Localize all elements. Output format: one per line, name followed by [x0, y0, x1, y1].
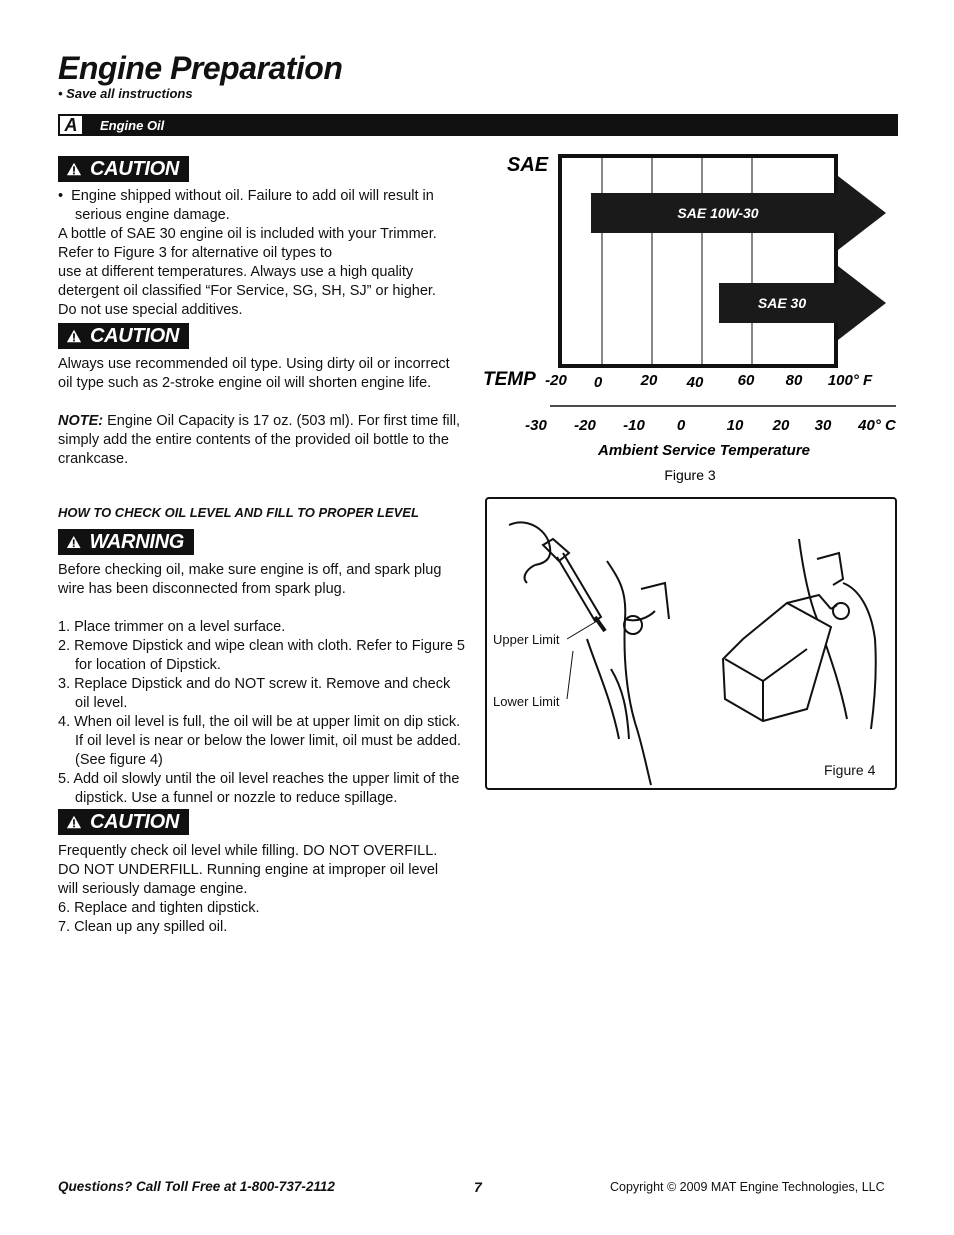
- figure3-caption: Figure 3: [664, 467, 716, 483]
- oil-bottle-engine-drawing: [723, 539, 876, 729]
- figure4-box: [485, 497, 897, 790]
- temp-label: TEMP: [483, 369, 536, 390]
- dipstick-tip: [595, 617, 605, 631]
- caution1-line: Do not use special additives.: [58, 302, 243, 318]
- c-tick-label: -20: [574, 417, 596, 434]
- section-label: Engine Oil: [100, 118, 165, 133]
- figure4-caption: Figure 4: [824, 762, 876, 778]
- warning-triangle-icon: [66, 161, 82, 177]
- warning-text: [58, 561, 468, 808]
- caution1-line: Refer to Figure 3 for alternative oil types to: [58, 245, 333, 261]
- fahrenheit-ticks: [545, 372, 873, 391]
- f-tick-label: 40: [686, 374, 704, 391]
- footer-phone: Questions? Call Toll Free at 1-800-737-2112: [58, 1179, 335, 1194]
- upper-limit-pointer: [567, 621, 597, 639]
- page-title: Engine Preparation: [58, 50, 343, 86]
- note-label: NOTE:: [58, 413, 104, 429]
- f-tick-label: 20: [640, 372, 658, 389]
- c-tick-label: -30: [525, 417, 547, 434]
- f-tick-label: 0: [593, 374, 603, 391]
- caution-banner: [58, 809, 189, 835]
- c-tick-label: 40° C: [858, 417, 896, 434]
- step-item: 7. Clean up any spilled oil.: [58, 919, 228, 935]
- step-item: 6. Replace and tighten dipstick.: [58, 900, 260, 916]
- warning-banner: [58, 529, 194, 555]
- how-to-heading: HOW TO CHECK OIL LEVEL AND FILL TO PROPER LEVEL: [58, 505, 419, 520]
- page-subtitle: • Save all instructions: [58, 86, 193, 101]
- chart-frame: [560, 156, 836, 366]
- lower-limit-pointer: [567, 651, 573, 699]
- f-tick-label: 60: [737, 372, 755, 389]
- lower-limit-label: Lower Limit: [493, 694, 560, 709]
- celsius-ticks: [525, 417, 897, 434]
- caution2-text: [58, 355, 466, 469]
- f-tick-label: 100° F: [827, 372, 873, 389]
- warning-triangle-icon: [66, 814, 82, 830]
- dipstick-engine-drawing: [509, 522, 669, 785]
- c-tick-label: 10: [726, 417, 744, 434]
- note-text: Engine Oil Capacity is 17 oz. (503 ml). For first time fill, simply add the entire contents of the provided oil bottle to the crankcase.: [58, 413, 461, 467]
- caution1-line: A bottle of SAE 30 engine oil is included with your Trimmer.: [58, 226, 437, 242]
- caution1-bullet: Engine shipped without oil. Failure to add oil will result in serious engine damage.: [71, 188, 434, 223]
- axis-title: Ambient Service Temperature: [597, 442, 811, 459]
- caution2-body: Always use recommended oil type. Using dirty oil or incorrect oil type such as 2-stroke engine oil will shorten engine life.: [58, 356, 450, 391]
- caution-banner: [58, 156, 189, 182]
- caution1-text: • Engine shipped without oil. Failure to add oil will result in serious engine damage. A bottle of SAE 30 engine oil is included with your Trimmer. Refer to Figure 3 for alternative oil types to use at different temperatures. Always use a high quality detergent oil classified “For Service, SG, SH, SJ” or higher. Do not use special additives.: [58, 187, 468, 320]
- c-tick-label: 0: [676, 417, 686, 434]
- footer-copyright: Copyright © 2009 MAT Engine Technologies, LLC: [610, 1180, 885, 1194]
- chart-bars: [591, 176, 886, 340]
- page-number: 7: [474, 1179, 482, 1195]
- upper-limit-label: Upper Limit: [493, 632, 560, 647]
- caution1-line: use at different temperatures. Always use a high quality: [58, 264, 414, 280]
- warning-triangle-icon: [66, 328, 82, 344]
- step-item: 1. Place trimmer on a level surface.: [58, 619, 286, 635]
- figure3-chart: [478, 148, 900, 488]
- c-tick-label: -10: [623, 417, 645, 434]
- c-tick-label: 30: [814, 417, 832, 434]
- caution-banner: [58, 323, 189, 349]
- warning-triangle-icon: [66, 534, 81, 550]
- step-item: 2. Remove Dipstick and wipe clean with cloth. Refer to Figure 5 for location of Dipstick.: [58, 638, 465, 673]
- f-tick-label: 80: [785, 372, 803, 389]
- chart-gridlines: [602, 158, 752, 364]
- f-tick-label: -20: [545, 372, 567, 389]
- section-bar: [58, 114, 898, 136]
- caution1-line: detergent oil classified “For Service, SG, SH, SJ” or higher.: [58, 283, 436, 299]
- oil-range-label: SAE 30: [757, 295, 807, 311]
- step-item: 4. When oil level is full, the oil will be at upper limit on dip stick. If oil level is near or below the lower limit, oil must be added. (See figure 4): [58, 714, 462, 768]
- caution-label: CAUTION: [89, 157, 179, 180]
- caution3-body: Frequently check oil level while filling. DO NOT OVERFILL. DO NOT UNDERFILL. Running engine at improper oil level will seriously damage engine.: [58, 843, 439, 897]
- step-item: 3. Replace Dipstick and do NOT screw it. Remove and check oil level.: [58, 676, 451, 711]
- oil-range-label: SAE 10W-30: [677, 205, 759, 221]
- c-tick-label: 20: [772, 417, 790, 434]
- sae-label: SAE: [507, 154, 549, 176]
- warning-body: Before checking oil, make sure engine is off, and spark plug wire has been disconnected from spark plug.: [58, 562, 442, 597]
- caution-label: CAUTION: [89, 810, 179, 833]
- warning-label: WARNING: [89, 530, 184, 553]
- caution3-text: [58, 842, 458, 937]
- section-letter: A: [58, 114, 84, 136]
- step-item: 5. Add oil slowly until the oil level reaches the upper limit of the dipstick. Use a funnel or nozzle to reduce spillage.: [58, 771, 460, 806]
- caution-label: CAUTION: [89, 324, 179, 347]
